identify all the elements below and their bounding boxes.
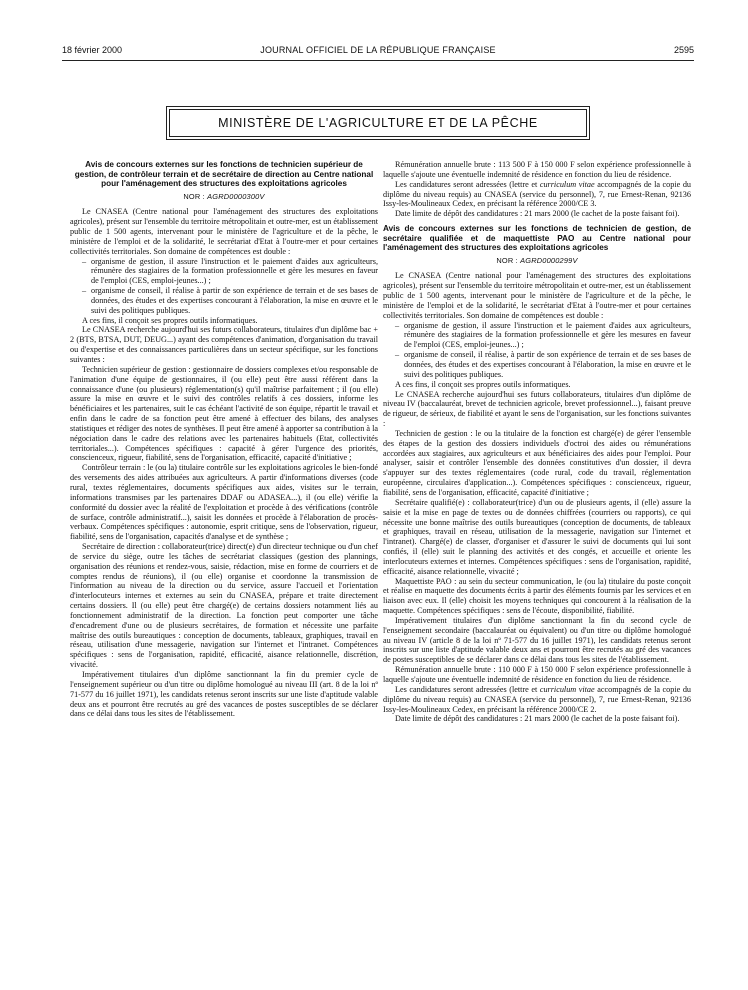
right-column — [383, 160, 691, 724]
paragraph: Date limite de dépôt des candidatures : 21 mars 2000 (le cachet de la poste faisant foi). — [395, 209, 680, 219]
competence-list — [70, 257, 378, 316]
paragraph: Maquettiste PAO : au sein du secteur communication, le (ou la) titulaire du poste conçoit et réalise en maquette des documents écrits à partir des éléments fournis par les services et en liaison avec eux. Il (elle) choisit les moyens techniques qui concourent à la réalisation de la maquette. Compétences spécifiques : sens de l'écoute, disponibilité, fiabilité. — [383, 576, 691, 616]
nor-code: AGRD0000299V — [520, 255, 578, 265]
header-rule — [62, 60, 694, 61]
nor-label: NOR : — [183, 191, 205, 201]
list-item: – organisme de conseil, il réalise, à partir de son expérience de terrain et de ses bases de données, des études et des expertises concourant à l'élaboration, la mise en œuvre et le suivi des politiques publiques. — [395, 350, 691, 380]
paragraph — [383, 180, 691, 210]
page-number: 2595 — [673, 45, 694, 55]
text-run: accompagnés de la copie du diplôme du niveau requis) au CNASEA (service du personnel), 7, rue Ernest-Renan, 92136 Issy-les-Moulineaux Cedex, en précisant la référence 2000/CE 2. — [383, 684, 692, 714]
list-item: – organisme de gestion, il assure l'instruction et le paiement d'aides aux agriculteurs, rémunère des stagiaires de la formation professionnelle et gère les mesures en faveur de l'emploi (CES, emploi-jeunes...) ; — [395, 321, 691, 351]
paragraph: A ces fins, il conçoit ses propres outils informatiques. — [82, 315, 258, 325]
paragraph: Technicien de gestion : le ou la titulaire de la fonction est chargé(e) de gérer l'ensemble des étapes de la gestion des dossiers individuels d'octroi des aides ou rémunérations accordées aux stagiaires, aux agriculteurs et aux bénéficiaires des aides pour l'emploi. Pour analyser, saisir et contrôler l'ensemble des données constitutives d'un dossier, il devra s'appuyer sur des textes réglementaires (code rural, code du travail, réglementation européenne, circulaires d'application...). Compétences spécifiques : conscienceux, rigueur, fiabilité, sens de l'organisation, efficacité, capacité d'initiative ; — [383, 428, 691, 497]
notice-2-nor — [383, 256, 691, 266]
paragraph: Rémunération annuelle brute : 113 500 F à 150 000 F selon expérience professionnelle à laquelle s'ajoute une éventuelle indemnité de résidence en fonction du lieu de résidence. — [383, 160, 691, 179]
ministry-banner: MINISTÈRE DE L'AGRICULTURE ET DE LA PÊCHE — [169, 109, 587, 137]
text-run-italic: curriculum vitae — [539, 179, 595, 189]
left-column — [70, 160, 378, 719]
competence-list — [383, 321, 691, 380]
text-run-italic: curriculum vitae — [539, 684, 595, 694]
paragraph: Le CNASEA recherche aujourd'hui ses futurs collaborateurs, titulaires d'un diplôme de niveau IV (baccalauréat, brevet de technicien agricole, brevet professionnel...), faisant preuve de rigueur, de sérieux, de fiabilité et ayant le sens de l'organisation, sur les fonctions suivantes : — [383, 389, 691, 429]
paragraph: Le CNASEA recherche aujourd'hui ses futurs collaborateurs, titulaires d'un diplôme bac + 2 (BTS, BTSA, DUT, DEUG...) ayant des compétences d'animation, d'organisation du travail ou d'expertise et des connaissances particulières dans un secteur spécifique, sur les fonctions suivantes : — [70, 325, 378, 364]
paragraph: Technicien supérieur de gestion : gestionnaire de dossiers complexes et/ou responsable de l'animation d'une équipe de gestionnaires, il (ou elle) peut être aussi référent dans la connaissance d'une (ou plusieurs) réglementation(s) qu'il maîtrise parfaitement ; il (ou elle) assure la mise en œuvre et le suivi des contrôles relatifs à ces dossiers, informe les bénéficiaires et les partenaires, suit le cas échéant l'activité de son équipe, répartit le travail et enfin dans le cadre de sa fonction peut être amené à effectuer des bilans, des analyses statistiques et rédiger des notes de synthèses. Il peut être amené à apporter sa contribution à la négociation dans le cadre des relations avec les partenaires habituels (Etat, collectivités territoriales...). Compétences spécifiques : capacité à gérer l'urgence des priorités, conscienceux, rigueur, fiabilité, sens de l'organisation, efficacité, capacité d'initiative ; — [70, 364, 378, 463]
nor-label: NOR : — [496, 255, 518, 265]
list-item: – organisme de conseil, il réalise à partir de son expérience de terrain et de ses bases de données, des études et des expertises concourant à l'élaboration, la mise en œuvre et le suivi des politiques publiques. — [82, 286, 378, 316]
notice-1-nor — [70, 192, 378, 202]
paragraph: Impérativement titulaires d'un diplôme sanctionnant la fin du premier cycle de l'enseignement supérieur ou d'un titre ou diplôme homologué au niveau III (art. 8 de la loi nº 71-577 du 16 juillet 1971), les candidats retenus seront inscrits sur une liste d'aptitude valable deux ans et pourront être recrutés au gré des vacances de postes susceptibles de se déclarer dans ce délai dans tous les sites de l'établissement. — [70, 670, 378, 719]
journal-title: JOURNAL OFFICIEL DE LA RÉPUBLIQUE FRANÇAISE — [260, 45, 496, 55]
paragraph: Impérativement titulaires d'un diplôme sanctionnant la fin du second cycle de l'enseignement secondaire (baccalauréat ou équivalent) ou d'un titre ou diplôme homologué au niveau IV (article 8 de la loi nº 71-577 du 16 juillet 1971), les candidats retenus seront inscrits sur une liste d'aptitude valable deux ans et pourront être recrutés au gré des vacances de postes susceptibles de se déclarer dans ce délai dans tous les sites de l'établissement. — [383, 615, 691, 665]
paragraph: Rémunération annuelle brute : 110 000 F à 150 000 F selon expérience professionnelle à laquelle s'ajoute une éventuelle indemnité de résidence en fonction du lieu de résidence. — [383, 665, 691, 684]
text-run: accompagnés de la copie du diplôme du niveau requis) au CNASEA (service du personnel), 7, rue Ernest-Renan, 92136 Issy-les-Moulineaux Cedex, en précisant la référence 2000/CE 3. — [383, 179, 692, 209]
text-run: Les candidatures seront adressées (lettre et — [395, 179, 540, 189]
paragraph: A ces fins, il conçoit ses propres outils informatiques. — [395, 379, 571, 389]
list-item: – organisme de gestion, il assure l'instruction et le paiement d'aides aux agriculteurs, rémunère des stagiaires de la formation professionnelle et gère les mesures en faveur de l'emploi (CES, emploi-jeunes...) ; — [82, 257, 378, 287]
paragraph: Le CNASEA (Centre national pour l'aménagement des structures des exploitations agricoles), présent sur l'ensemble du territoire métropolitain et outre-mer, est un établissement public de 1 500 agents, intervenant pour le ministère de l'agriculture et de la pêche, le ministère de l'emploi et de la solidarité, le secrétariat d'Etat à l'outre-mer et pour certaines collectivités territoriales. Son domaine de compétences est double : — [70, 207, 378, 256]
notice-1-title: Avis de concours externes sur les fonctions de technicien supérieur de gestion, de contrôleur terrain et de secrétaire de direction au Centre national pour l'aménagement des structures des exploitations agricoles — [74, 160, 374, 188]
paragraph: Secrétaire qualifié(e) : collaborateur(trice) d'un ou de plusieurs agents, il (elle) assure la saisie et la mise en page de textes ou de données chiffrées (courriers ou rapports), ce qui nécessite une bonne maîtrise des outils bureautiques (conception de documents, de tableaux et graphiques, travail en réseau, utilisation de la messagerie, navigation sur l'internet et l'intranet). Chargé(e) de classer, d'organiser et d'assurer le suivi de documents qui lui sont confiés, il (elle) suit le planning des activités et des congés, et accueille et oriente les interlocuteurs externes et internes. Compétences spécifiques : sens de l'organisation, rapidité, efficacité, aisance relationnelle, vivacité ; — [383, 497, 691, 576]
paragraph: Date limite de dépôt des candidatures : 21 mars 2000 (le cachet de la poste faisant foi). — [395, 714, 680, 724]
issue-date: 18 février 2000 — [62, 45, 123, 55]
running-header — [62, 45, 694, 59]
paragraph: Secrétaire de direction : collaborateur(trice) direct(e) d'un directeur technique ou d'un chef de service du siège, outre les tâches de secrétariat classiques (gestion des plannings, organisation des réunions et rendez-vous, saisie, rédaction, mise en forme de courriers et de comptes rendus de réunions), il (ou elle) organise et coordonne la transmission de l'information au niveau de la direction ou du service, assure l'accueil et l'orientation d'interlocuteurs internes et externes au sein du CNASEA, prépare et traite directement certains dossiers. Il (ou elle) peut être chargé(e) de certains dossiers notamment liés au fonctionnement administratif de la direction. La fonction peut comporter une tâche d'encadrement d'une ou de plusieurs secrétaires, de formation et nécessite une parfaite maîtrise des outils bureautiques : conception de documents, tableaux, graphiques, travail en réseau, utilisation d'une messagerie, navigation sur l'internet et l'intranet. Compétences spécifiques : sens de l'organisation, rapidité, efficacité, aisance relationnelle, discrétion, vivacité. — [70, 542, 378, 670]
paragraph: Contrôleur terrain : le (ou la) titulaire contrôle sur les exploitations agricoles le bien-fondé des versements des aides attribuées aux agriculteurs. A partir d'informations diverses (code rural, textes réglementaires, documents spécifiques aux aides, visites sur le terrain, informations transmises par les partenaires DDAF ou ADASEA...), il (ou elle) vérifie la conformité du dossier avec la réalité de l'exploitation et procède à des vérifications (contrôle de surface, contrôle administratif...), saisit les données et procède à l'élaboration de procès-verbaux. Compétences spécifiques : autonomie, esprit critique, sens de l'observation, rigueur, fiabilité, sens de l'organisation, capacités d'analyse et de synthèse ; — [70, 463, 378, 542]
nor-code: AGRD0000300V — [207, 191, 265, 201]
paragraph — [383, 685, 691, 715]
paragraph: Le CNASEA (Centre national pour l'aménagement des structures des exploitations agricoles), présent sur l'ensemble du territoire métropolitain et outre-mer, est un établissement public de 1 500 agents, intervenant pour le ministère de l'agriculture et de la pêche, le ministère de l'emploi et de la solidarité, le secrétariat d'Etat à l'outre-mer et pour certaines collectivités territoriales. Son domaine de compétences est double : — [383, 271, 691, 320]
notice-2-title: Avis de concours externes sur les fonctions de technicien de gestion, de secrétaire qualifiée et de maquettiste PAO au Centre national pour l'aménagement des structures des exploitations agricoles — [383, 224, 691, 253]
text-run: Les candidatures seront adressées (lettre et — [395, 684, 540, 694]
